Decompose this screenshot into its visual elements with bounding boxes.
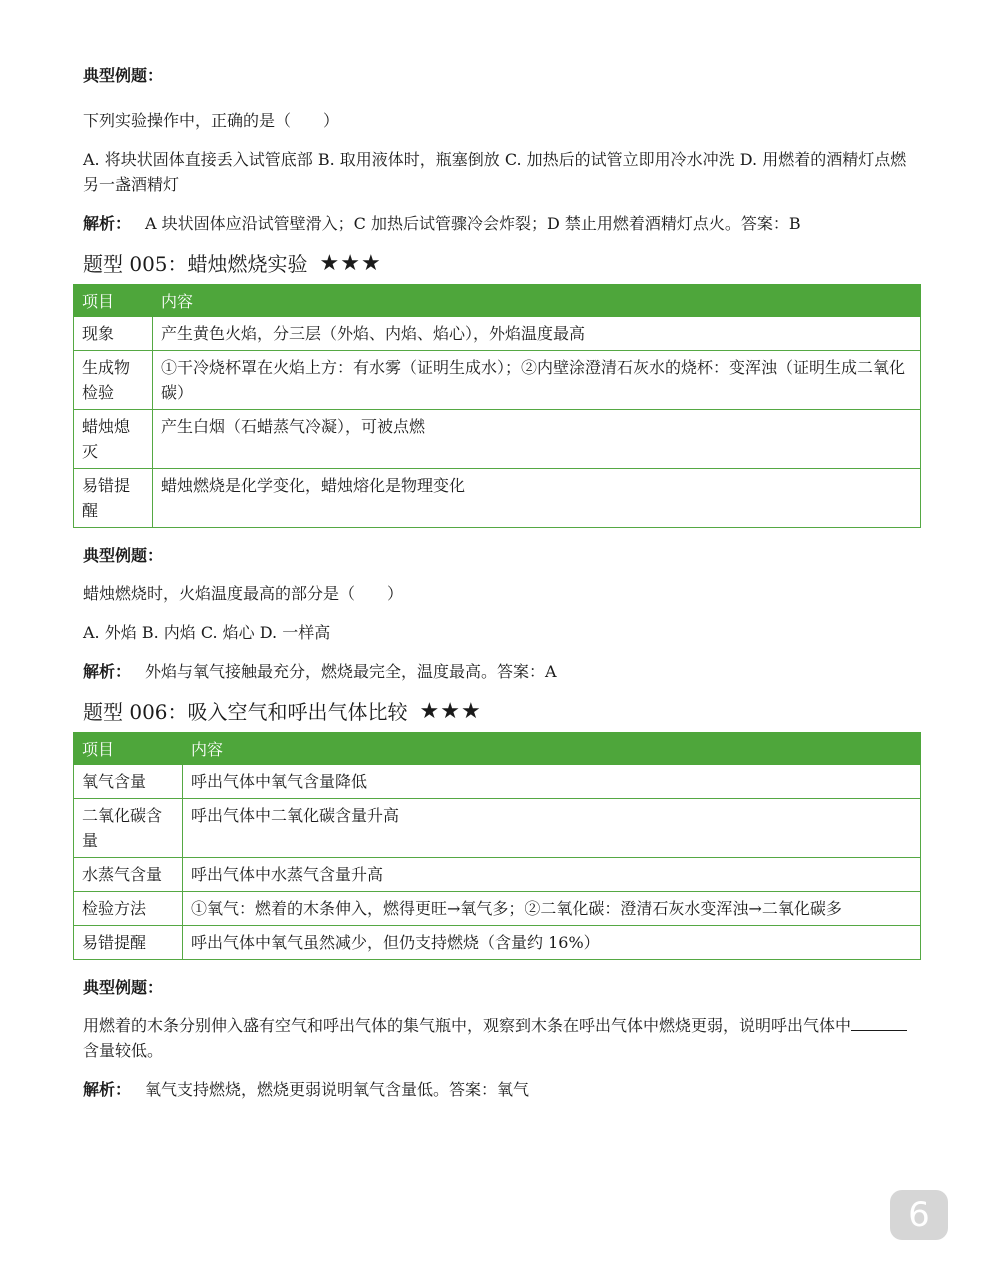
row-item: 蜡烛熄灭 — [74, 410, 153, 469]
header-item: 项目 — [74, 733, 183, 765]
analysis-label: 解析： — [83, 1080, 132, 1099]
row-item: 二氧化碳含量 — [74, 799, 183, 858]
header-content: 内容 — [183, 733, 921, 765]
page-number: 6 — [908, 1195, 930, 1235]
table-row — [74, 469, 921, 528]
section-title-text: 题型 006：吸入空气和呼出气体比较 — [83, 700, 408, 724]
row-item: 易错提醒 — [74, 926, 183, 960]
difficulty-stars: ★★★ — [319, 251, 382, 276]
example-question — [83, 1013, 921, 1063]
row-content: 蜡烛燃烧是化学变化，蜡烛熔化是物理变化 — [153, 469, 921, 528]
fill-blank — [851, 1014, 907, 1031]
row-item: 生成物检验 — [74, 351, 153, 410]
page-content — [83, 64, 921, 1102]
question-text-before: 用燃着的木条分别伸入盛有空气和呼出气体的集气瓶中，观察到木条在呼出气体中燃烧更弱，说明呼出气体中 — [83, 1016, 852, 1035]
table-row — [74, 799, 921, 858]
example-options: A. 外焰 B. 内焰 C. 焰心 D. 一样高 — [83, 623, 331, 642]
table-row — [74, 926, 921, 960]
difficulty-stars: ★★★ — [419, 699, 482, 724]
row-item: 现象 — [74, 317, 153, 351]
example-label: 典型例题： — [83, 66, 164, 85]
row-item: 易错提醒 — [74, 469, 153, 528]
analysis-text: 外焰与氧气接触最充分，燃烧最完全，温度最高。答案：A — [145, 662, 557, 681]
analysis-text: 氧气支持燃烧，燃烧更弱说明氧气含量低。答案：氧气 — [145, 1080, 530, 1099]
row-item: 检验方法 — [74, 892, 183, 926]
example-analysis — [83, 1077, 921, 1102]
question-text-after: 含量较低。 — [83, 1041, 164, 1060]
breath-table — [73, 732, 921, 960]
row-content: 产生黄色火焰，分三层（外焰、内焰、焰心），外焰温度最高 — [153, 317, 921, 351]
table-row — [74, 351, 921, 410]
row-content: 呼出气体中水蒸气含量升高 — [183, 858, 921, 892]
row-item: 水蒸气含量 — [74, 858, 183, 892]
table-row — [74, 858, 921, 892]
row-content: 呼出气体中氧气含量降低 — [183, 765, 921, 799]
row-content: 呼出气体中氧气虽然减少，但仍支持燃烧（含量约 16%） — [183, 926, 921, 960]
row-item: 氧气含量 — [74, 765, 183, 799]
example-question: 蜡烛燃烧时，火焰温度最高的部分是（ ） — [83, 584, 404, 603]
row-content: 呼出气体中二氧化碳含量升高 — [183, 799, 921, 858]
row-content: ①氧气：燃着的木条伸入，燃得更旺→氧气多；②二氧化碳：澄清石灰水变浑浊→二氧化碳多 — [183, 892, 921, 926]
table-header-row — [74, 733, 921, 765]
table-header-row — [74, 285, 921, 317]
page-number-badge — [890, 1190, 948, 1240]
table-row — [74, 410, 921, 469]
table-row — [74, 892, 921, 926]
analysis-label: 解析： — [83, 214, 132, 233]
analysis-text: A 块状固体应沿试管壁滑入；C 加热后试管骤冷会炸裂；D 禁止用燃着酒精灯点火。答案：B — [145, 214, 801, 233]
candle-table — [73, 284, 921, 528]
table-row — [74, 765, 921, 799]
section-title-005 — [83, 250, 921, 278]
analysis-label: 解析： — [83, 662, 132, 681]
example-label: 典型例题： — [83, 978, 164, 997]
header-item: 项目 — [74, 285, 153, 317]
example-question: 下列实验操作中，正确的是（ ） — [83, 111, 340, 130]
example-analysis — [83, 659, 921, 684]
row-content: ①干冷烧杯罩在火焰上方：有水雾（证明生成水）；②内壁涂澄清石灰水的烧杯：变浑浊（证明生成二氧化碳） — [153, 351, 921, 410]
section-title-006 — [83, 698, 921, 726]
header-content: 内容 — [153, 285, 921, 317]
table-row — [74, 317, 921, 351]
example-options: A. 将块状固体直接丢入试管底部 B. 取用液体时，瓶塞倒放 C. 加热后的试管立即用冷水冲洗 D. 用燃着的酒精灯点燃另一盏酒精灯 — [83, 150, 907, 194]
section-title-text: 题型 005：蜡烛燃烧实验 — [83, 252, 308, 276]
example-label: 典型例题： — [83, 546, 164, 565]
example-analysis — [83, 211, 921, 236]
row-content: 产生白烟（石蜡蒸气冷凝），可被点燃 — [153, 410, 921, 469]
